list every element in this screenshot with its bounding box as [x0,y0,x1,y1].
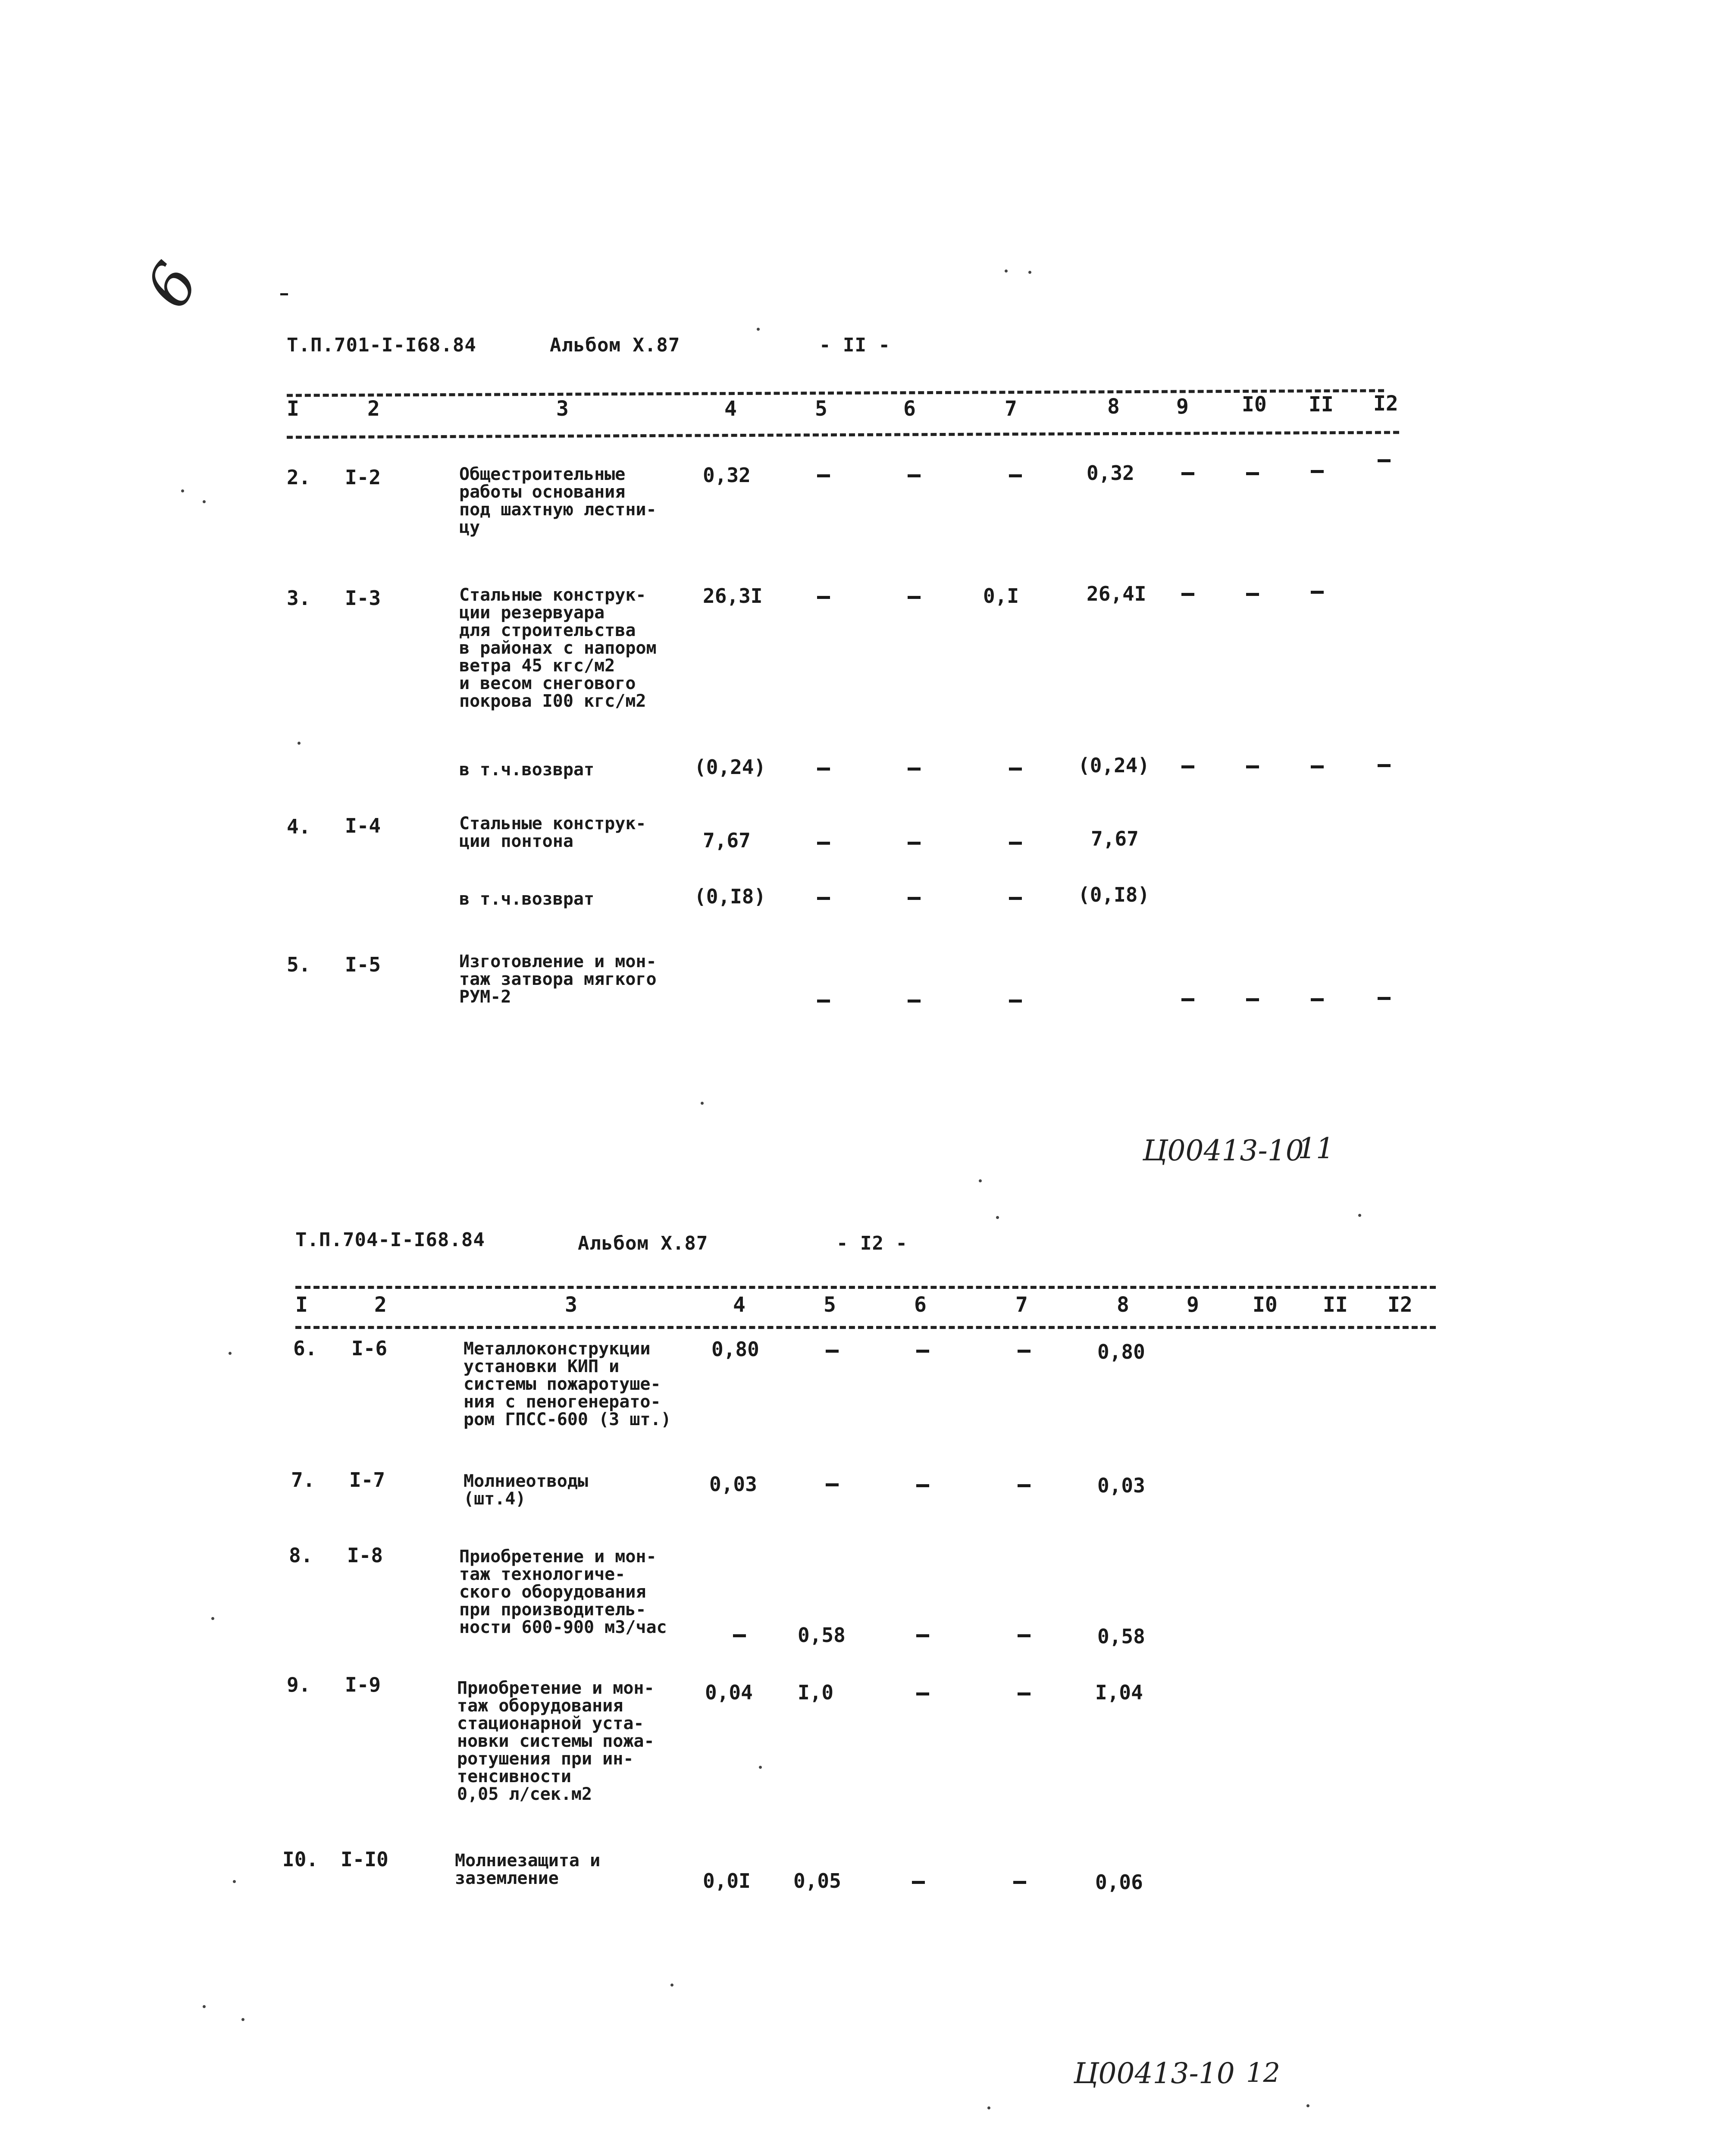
dash-cell [1246,998,1259,1001]
dash-cell [817,842,830,845]
dash-cell [1311,591,1324,594]
cell-col8: 0,80 [1097,1340,1145,1363]
dash-cell [1181,472,1194,475]
row-code: I-2 [345,466,381,489]
dash-cell [1009,768,1022,771]
col-header: 3 [565,1293,577,1317]
row-code: I-9 [345,1673,381,1696]
dash-cell [916,1634,929,1637]
row-description: Приобретение и мон- таж оборудования стационарной уста- новки системы пожа- ротушения при ин- тенсивности 0,05 л/сек.м2 [457,1678,655,1804]
handwritten-code: Ц00413-10 [1074,2057,1235,2090]
album-label: Альбом X.87 [550,334,680,356]
cell-col5: 0,05 [793,1869,841,1893]
cell-col7: 0,I [983,584,1019,608]
col-header: I2 [1373,392,1398,416]
row-code: I-6 [351,1337,388,1360]
row-code: I-3 [345,586,381,610]
cell-col4: 0,0I [703,1869,751,1893]
dash-cell [1009,474,1022,477]
col-header: I [295,1293,308,1317]
row-description: Общестроительные работы основания под шахтную лестни- цу [459,464,657,537]
row-number: 8. [289,1544,313,1567]
cell-col8: I,04 [1095,1681,1143,1704]
dash-cell [817,897,830,900]
col-header: 5 [815,397,827,421]
handwritten-page-number: 12 [1246,2057,1280,2088]
dash-cell [908,768,921,771]
cell-col8: 7,67 [1091,827,1139,850]
dash-cell [733,1634,746,1637]
row-code: I-7 [349,1468,385,1492]
dash-cell [1246,472,1259,475]
cell-col5: 0,58 [798,1623,846,1647]
col-header: 2 [367,397,380,421]
dash-cell [1009,1000,1022,1003]
row-number: I0. [282,1848,319,1871]
cell-col4: (0,24) [694,755,766,779]
dash-cell [817,768,830,771]
cell-col8: (0,24) [1078,754,1150,777]
dash-cell [916,1350,929,1353]
col-header: II [1323,1293,1348,1317]
dash-cell [1181,765,1194,768]
dash-cell [912,1881,925,1884]
dash-cell [1246,593,1259,596]
row-description: в т.ч.возврат [459,760,595,780]
dash-cell [1009,842,1022,845]
dash-cell [1018,1634,1031,1637]
col-header: 4 [724,397,737,421]
col-header: 2 [374,1293,387,1317]
cell-col4: 0,03 [709,1473,757,1496]
dash-cell [1181,593,1194,596]
col-header: 7 [1015,1293,1028,1317]
dash-cell [1018,1692,1031,1695]
stray-mark [280,293,288,295]
row-code: I-5 [345,953,381,976]
col-header: I0 [1253,1293,1278,1317]
cell-col4: 0,32 [703,464,751,487]
row-number: 3. [287,586,311,610]
col-header: 4 [733,1293,745,1317]
doc-reference: Т.П.701-I-I68.84 [287,334,476,356]
row-description: Приобретение и мон- таж технологиче- ского оборудования при производитель- ности 600-900 м3/час [459,1547,667,1637]
table-top-rule [287,389,1384,397]
dash-cell [908,1000,921,1003]
col-header: 9 [1176,395,1189,419]
dash-cell [1378,764,1391,767]
col-header: II [1309,392,1334,417]
dash-cell [817,1000,830,1003]
dash-cell [1246,765,1259,768]
col-header: I2 [1388,1293,1413,1317]
col-header: 6 [914,1293,927,1317]
col-header: 3 [556,397,569,421]
dash-cell [1013,1881,1026,1884]
cell-col8: 0,03 [1097,1474,1145,1497]
col-header: I0 [1242,392,1267,417]
dash-cell [1378,459,1391,462]
cell-col5: I,0 [798,1681,834,1704]
dash-cell [916,1692,929,1695]
row-code: I-8 [347,1544,383,1567]
row-number: 5. [287,953,311,976]
dash-cell [908,842,921,845]
doc-reference: Т.П.704-I-I68.84 [295,1229,485,1251]
dash-cell [1311,470,1324,473]
row-description: Стальные конструк- ции резервуара для строительства в районах с напором ветра 45 кгс/м2 и весом снегового покрова I00 кгс/м2 [459,585,657,711]
cell-col8: 0,58 [1097,1625,1145,1648]
row-code: I-4 [345,814,381,837]
dash-cell [916,1484,929,1487]
row-code: I-I0 [341,1848,388,1871]
dash-cell [1378,997,1391,1000]
table-header-rule [287,431,1399,439]
dash-cell [817,474,830,477]
cell-col4: (0,I8) [694,885,766,908]
row-description: Изготовление и мон- таж затвора мягкого РУМ-2 [459,952,657,1007]
cell-col4: 0,04 [705,1681,753,1704]
col-header: I [287,397,299,421]
row-number: 6. [293,1337,317,1360]
dash-cell [908,474,921,477]
row-number: 9. [287,1673,311,1696]
cell-col4: 0,80 [711,1338,759,1361]
row-description: в т.ч.возврат [459,889,595,909]
col-header: 5 [824,1293,836,1317]
dash-cell [817,596,830,599]
dash-cell [1018,1484,1031,1487]
col-header: 7 [1005,397,1017,421]
cell-col8: (0,I8) [1078,883,1150,906]
dash-cell [1311,998,1324,1001]
cell-col8: 0,06 [1095,1871,1143,1894]
dash-cell [826,1350,839,1353]
dash-cell [826,1483,839,1486]
col-header: 8 [1117,1293,1129,1317]
row-number: 7. [291,1468,315,1492]
cell-col4: 26,3I [703,584,763,608]
col-header: 8 [1107,395,1120,419]
row-description: Молниеотводы (шт.4) [464,1471,588,1509]
dash-cell [1009,897,1022,900]
cell-col8: 26,4I [1087,582,1146,605]
album-label: Альбом X.87 [578,1232,708,1254]
margin-mark: 6 [132,251,213,320]
handwritten-page-number: 11 [1298,1132,1334,1165]
col-header: 6 [903,397,916,421]
dash-cell [1311,765,1324,768]
row-number: 4. [287,815,311,838]
dash-cell [908,596,921,599]
dash-cell [1181,998,1194,1001]
page-label: - II - [819,334,890,356]
row-description: Металлоконструкции установки КИП и системы пожаротуше- ния с пеногенерато- ром ГПСС-600 (3 шт.) [464,1339,671,1429]
table-top-rule [295,1286,1436,1289]
handwritten-code: Ц00413-10 [1143,1134,1304,1167]
cell-col8: 0,32 [1087,461,1134,485]
cell-col4: 7,67 [703,829,751,852]
table-header-rule [295,1326,1436,1329]
dash-cell [1018,1350,1031,1353]
col-header: 9 [1187,1293,1199,1317]
row-description: Молниезащита и заземление [455,1851,601,1888]
page-label: - I2 - [836,1232,908,1254]
row-description: Стальные конструк- ции понтона [459,814,646,851]
dash-cell [908,897,921,900]
row-number: 2. [287,466,311,489]
